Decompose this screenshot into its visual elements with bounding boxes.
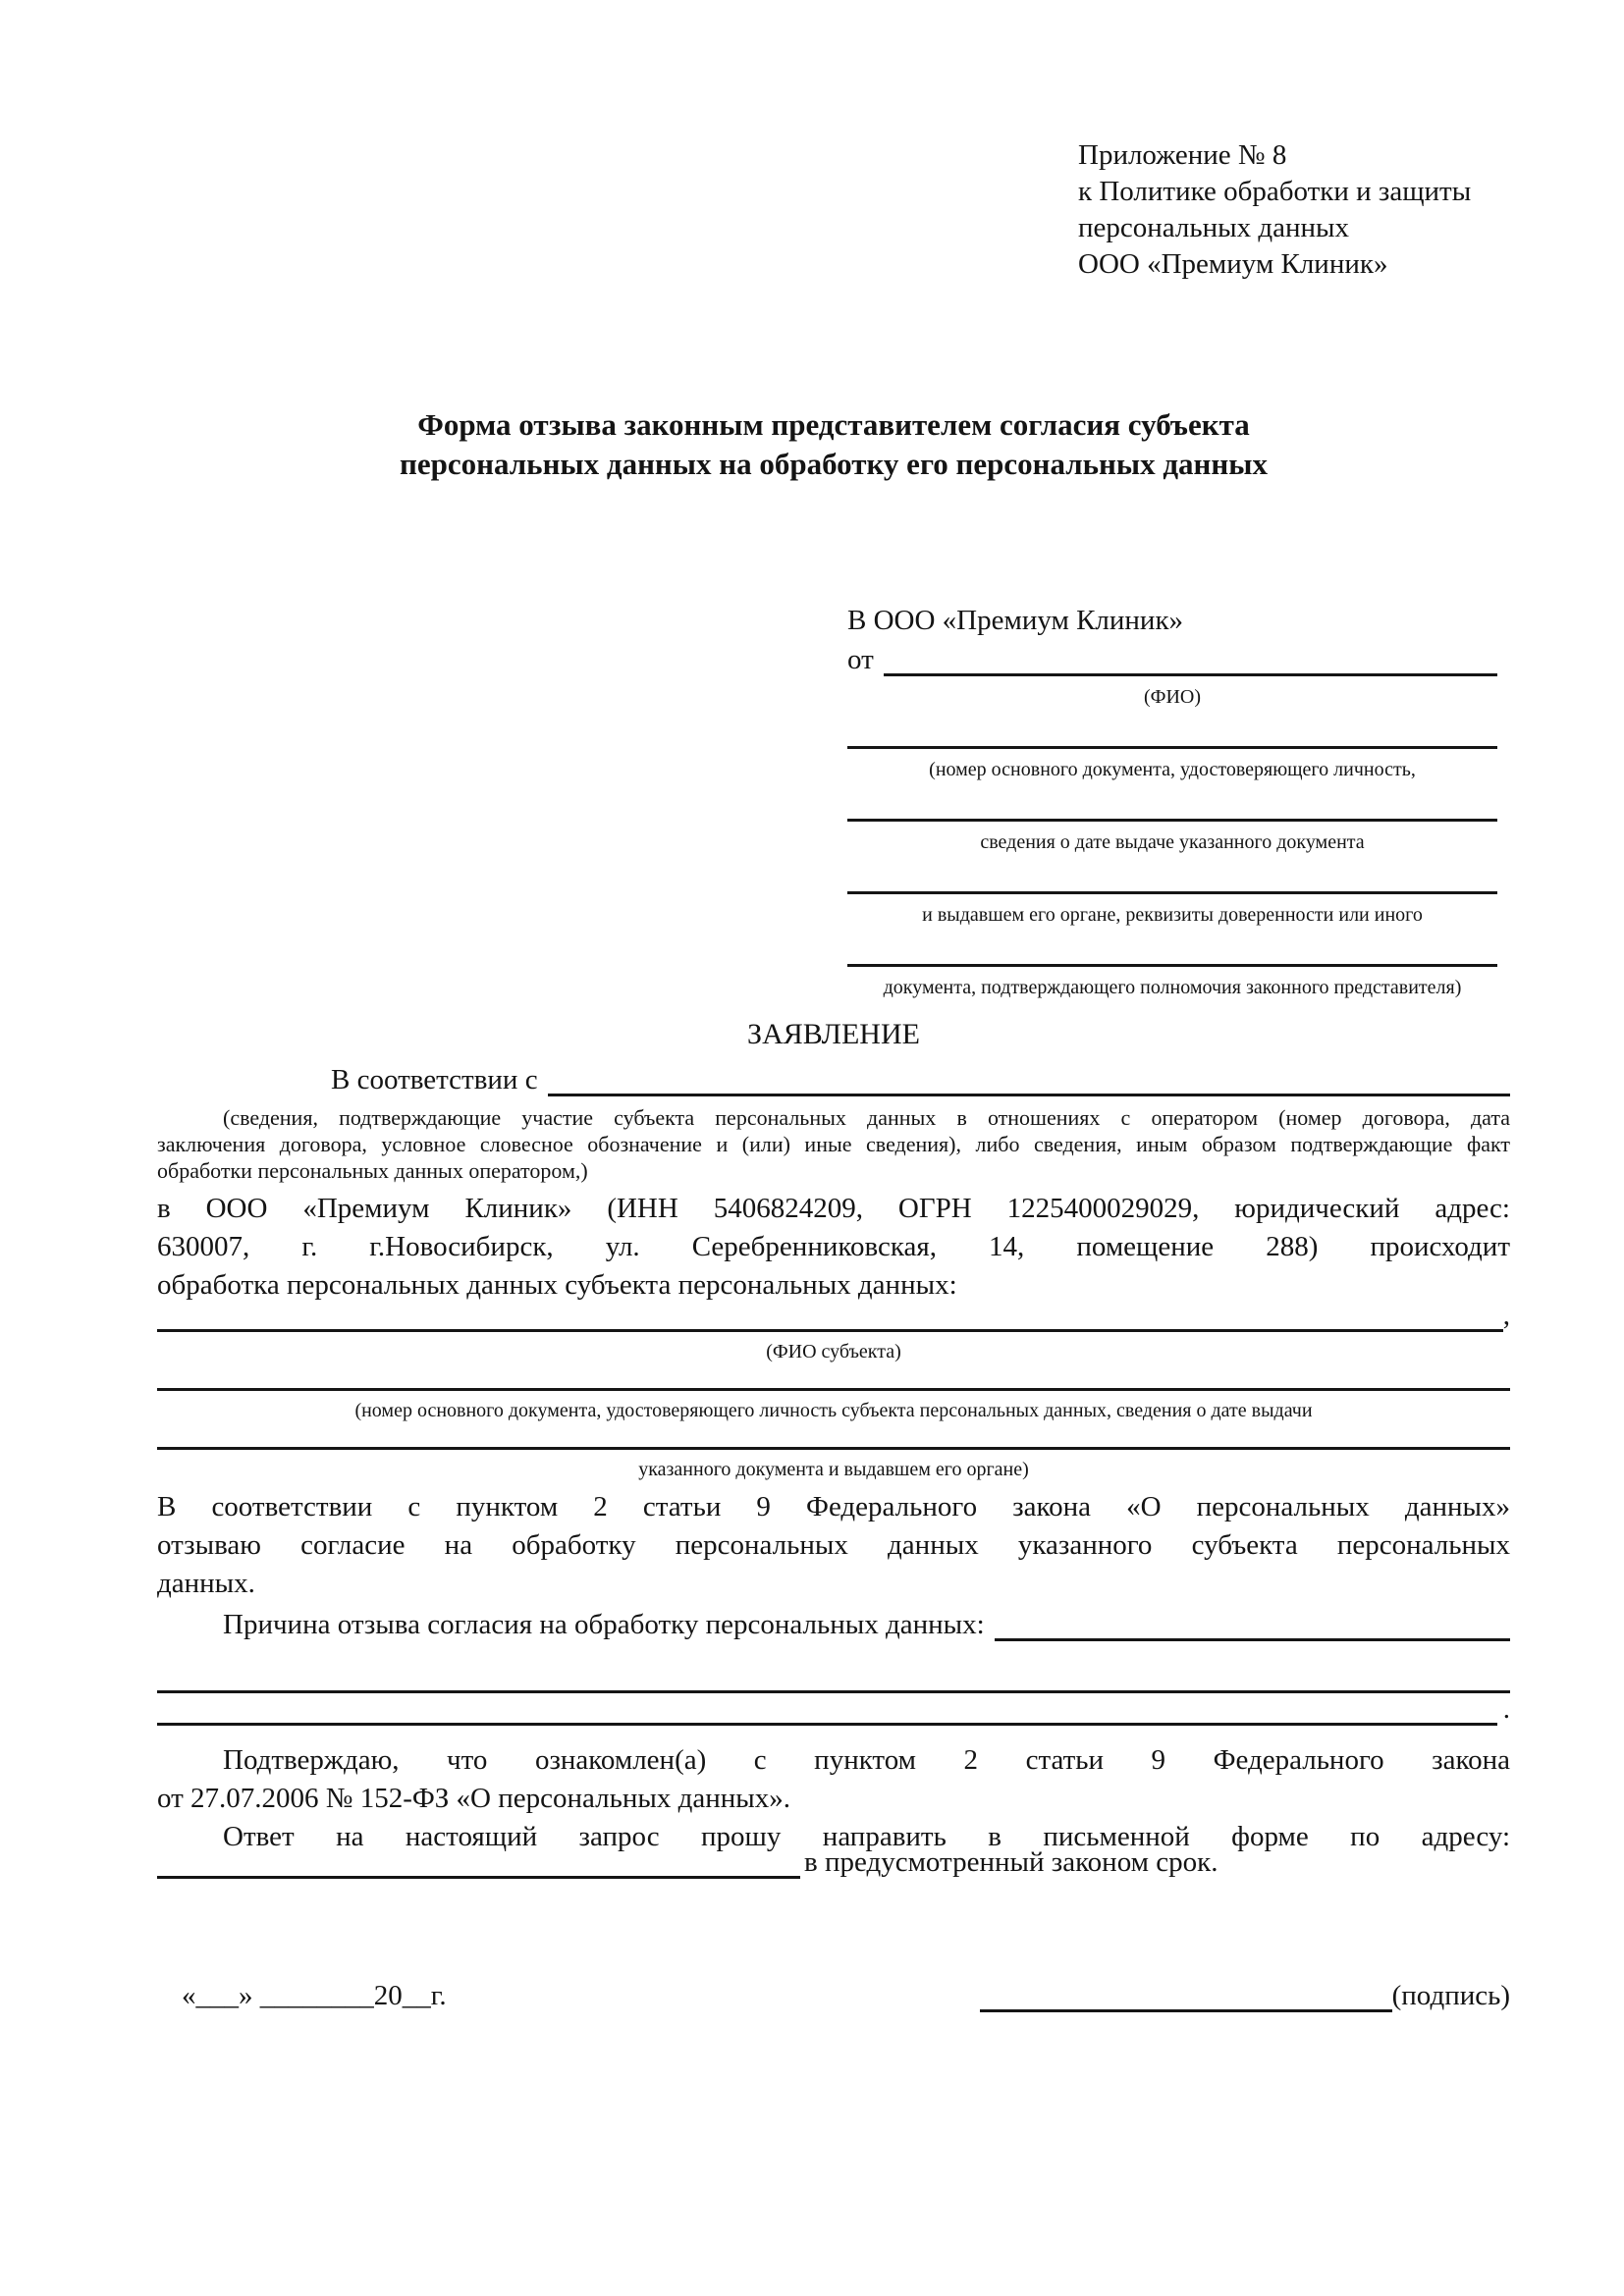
paragraph-line: данных. <box>157 1568 255 1599</box>
subject-document-blank-line <box>157 1423 1510 1450</box>
addressee-block <box>847 602 1497 1000</box>
field-caption: и выдавшем его органе, реквизиты доверенности или иного <box>922 904 1423 926</box>
paragraph-line: В соответствии с пунктом 2 статьи 9 Федерального закона «О персональных данных» <box>157 1491 1510 1522</box>
subject-document-caption: (номер основного документа, удостоверяющего личность субъекта персональных данных, сведения о дате выдачи <box>354 1400 1313 1421</box>
representative-authority-blank-line <box>847 928 1497 967</box>
reason-continuation-row <box>157 1693 1510 1726</box>
reply-address-row <box>157 1846 1510 1879</box>
signature-group <box>980 1974 1510 2012</box>
note-line: обработки персональных данных оператором,) <box>157 1158 588 1183</box>
explanatory-note <box>157 1104 1510 1184</box>
accordance-row <box>157 1059 1510 1096</box>
reason-continuation-blank-line <box>157 1693 1497 1726</box>
appendix-line: к Политике обработки и защиты <box>1078 176 1472 207</box>
paragraph-line: в ООО «Премиум Клиник» (ИНН 5406824209, ОГРН 1225400029029, юридический адрес: <box>157 1193 1510 1224</box>
title-line: Форма отзыва законным представителем согласия субъекта <box>417 407 1250 442</box>
document-number-blank-line <box>847 710 1497 749</box>
paragraph-line: Ответ на настоящий запрос прошу направить в письменной форме по адресу: <box>223 1821 1510 1852</box>
from-row <box>847 639 1497 676</box>
trailing-comma: , <box>1502 1300 1510 1331</box>
footer-row <box>157 1973 1510 2012</box>
subject-document-caption: указанного документа и выдавшем его органе) <box>638 1459 1029 1480</box>
field-caption: (номер основного документа, удостоверяющего личность, <box>929 759 1416 780</box>
signature-caption: (подпись) <box>1391 1980 1510 2011</box>
trailing-period: . <box>1502 1693 1510 1725</box>
subject-fio-caption: (ФИО субъекта) <box>766 1341 901 1362</box>
reason-row <box>157 1603 1510 1641</box>
field-caption: документа, подтверждающего полномочия законного представителя) <box>883 977 1462 998</box>
appendix-line: ООО «Премиум Клиник» <box>1078 248 1388 280</box>
paragraph-line: отзываю согласие на обработку персональных данных указанного субъекта персональных <box>157 1529 1510 1561</box>
document-content <box>157 137 1510 2012</box>
appendix-header <box>1078 137 1510 283</box>
addressee-to: В ООО «Премиум Клиник» <box>847 605 1184 636</box>
statement-heading: ЗАЯВЛЕНИЕ <box>747 1018 920 1050</box>
appendix-line: персональных данных <box>1078 212 1350 243</box>
reason-continuation-blank-line <box>157 1641 1510 1693</box>
subject-fio-row <box>157 1300 1510 1332</box>
appendix-line: Приложение № 8 <box>1078 139 1287 171</box>
note-line: (сведения, подтверждающие участие субъекта персональных данных в отношениях с оператором (номер договора, дата <box>223 1105 1510 1130</box>
acknowledge-paragraph <box>157 1741 1510 1818</box>
fio-blank-line <box>884 639 1497 676</box>
subject-document-blank-line <box>157 1364 1510 1391</box>
signature-blank-line <box>980 1974 1392 2012</box>
note-line: заключения договора, условное словесное обозначение и (или) иные сведения), либо сведения, иным образом подтверждающие факт <box>157 1132 1510 1156</box>
reason-label: Причина отзыва согласия на обработку персональных данных: <box>223 1609 985 1640</box>
issuing-authority-blank-line <box>847 855 1497 894</box>
issue-date-blank-line <box>847 782 1497 822</box>
reason-blank-line <box>995 1603 1510 1641</box>
operator-paragraph <box>157 1190 1510 1305</box>
paragraph-line: 630007, г. г.Новосибирск, ул. Серебренниковская, 14, помещение 288) происходит <box>157 1231 1510 1262</box>
field-caption: сведения о дате выдаче указанного документа <box>980 831 1365 853</box>
paragraph-line: обработка персональных данных субъекта персональных данных: <box>157 1269 957 1301</box>
reply-tail-text: в предусмотренный законом срок. <box>804 1846 1218 1878</box>
fio-caption: (ФИО) <box>1143 686 1201 708</box>
accordance-label: В соответствии с <box>331 1064 538 1095</box>
title-line: персональных данных на обработку его персональных данных <box>400 447 1268 481</box>
date-field: «___» ________20__г. <box>182 1980 447 2011</box>
accordance-blank-line <box>548 1059 1510 1096</box>
paragraph-line: Подтверждаю, что ознакомлен(а) с пунктом 2 статьи 9 Федерального закона <box>223 1744 1510 1776</box>
subject-fio-blank-line <box>157 1307 1503 1332</box>
from-label: от <box>847 644 874 675</box>
document-title <box>157 405 1510 484</box>
address-blank-line <box>157 1856 800 1879</box>
paragraph-line: от 27.07.2006 № 152-ФЗ «О персональных данных». <box>157 1783 791 1814</box>
withdrawal-paragraph <box>157 1488 1510 1603</box>
